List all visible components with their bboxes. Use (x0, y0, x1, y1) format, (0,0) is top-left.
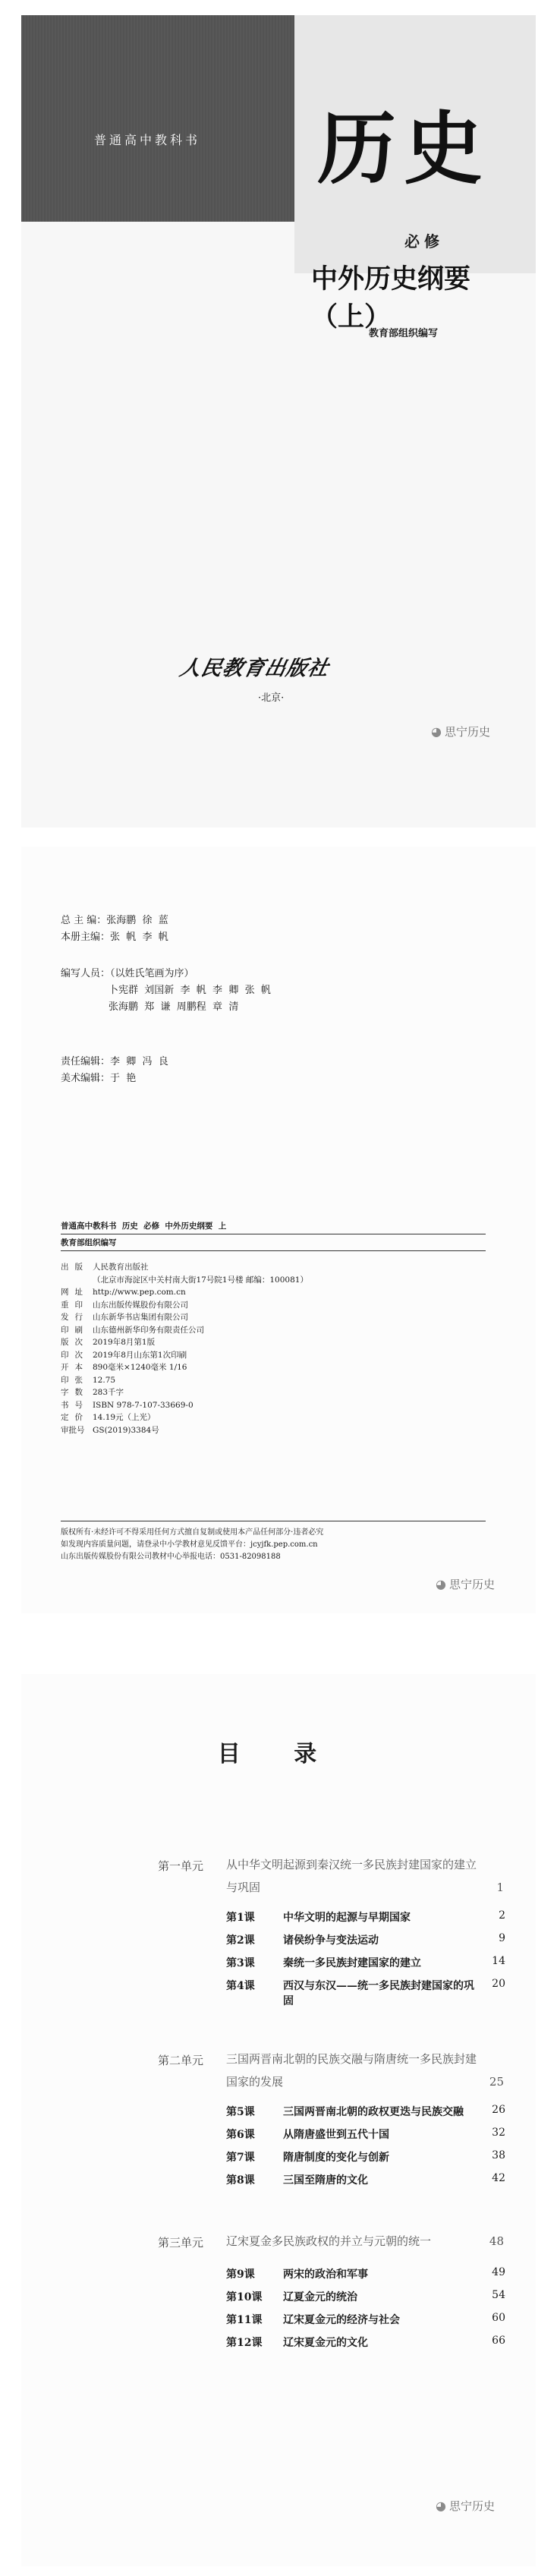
unit-title: 从中华文明起源到秦汉统一多民族封建国家的建立与巩固 (226, 1858, 477, 1894)
writers-line-1: 卜宪群 刘国新 李 帆 李 卿 张 帆 (109, 985, 271, 996)
unit-page: 48 (489, 2234, 504, 2248)
toc-lesson[interactable]: 第5课 三国两晋南北朝的政权更迭与民族交融 26 (226, 2104, 505, 2118)
imprint-block (61, 1261, 472, 1436)
watermark-text: 思宁历史 (448, 2499, 495, 2513)
copyright-notes (61, 1527, 323, 1563)
imprint-row: 字数 283千字 (61, 1388, 124, 1397)
book-subtitle: 中外历史纲要（上） (311, 263, 471, 333)
imprint-row: 印张 12.75 (61, 1375, 116, 1385)
toc-lesson[interactable]: 第10课 辽夏金元的统治 54 (226, 2289, 505, 2303)
toc-lesson[interactable]: 第9课 两宋的政治和军事 49 (226, 2266, 505, 2281)
toc-page (21, 1674, 536, 2566)
unit-title: 三国两晋南北朝的民族交融与隋唐统一多民族封建国家的发展 (226, 2052, 477, 2089)
imprint-row: 审批号 GS(2019)3384号 (61, 1425, 159, 1435)
responsible-editor: 责任编辑：李 卿 冯 良 (61, 1056, 168, 1067)
watermark (431, 724, 490, 739)
writers-label: 编写人员：（以姓氏笔画为序） (61, 968, 194, 979)
imprint-row: 重印 山东出版传媒股份有限公司 (61, 1300, 188, 1310)
wechat-icon: ◕ (431, 724, 442, 739)
toc-lesson[interactable]: 第2课 诸侯纷争与变法运动 9 (226, 1932, 505, 1947)
book-line: 普通高中教科书 历史 必修 中外历史纲要 上 (61, 1222, 227, 1231)
wechat-icon: ◕ (436, 2499, 446, 2513)
cover-page (21, 15, 536, 828)
required-label: 必修 (404, 232, 444, 251)
unit-label: 第三单元 (158, 2236, 204, 2250)
toc-lesson[interactable]: 第3课 秦统一多民族封建国家的建立 14 (226, 1955, 505, 1969)
watermark-text: 思宁历史 (448, 1578, 495, 1591)
wechat-icon: ◕ (436, 1577, 446, 1591)
imprint-row: 印次 2019年8月山东第1次印刷 (61, 1350, 187, 1360)
imprint-row: 版次 2019年8月第1版 (61, 1338, 156, 1347)
imprint-row: 出版 人民教育出版社 (61, 1263, 149, 1272)
series-label: 普通高中教科书 (94, 133, 201, 147)
org-line: 教育部组织编写 (61, 1238, 117, 1247)
unit-label: 第二单元 (158, 2054, 204, 2067)
unit-title: 辽宋夏金多民族政权的并立与元朝的统一 (226, 2234, 432, 2248)
unit-label: 第一单元 (158, 1859, 204, 1873)
imprint-row: （北京市海淀区中关村南大街17号院1号楼 邮编：100081） (93, 1275, 308, 1285)
imprint-row: 发行 山东新华书店集团有限公司 (61, 1313, 188, 1322)
divider (61, 1250, 486, 1251)
toc-lesson[interactable]: 第6课 从隋唐盛世到五代十国 32 (226, 2127, 505, 2141)
publisher-logo: 人民教育出版社 (178, 657, 332, 680)
writers-line-2: 张海鹏 郑 谦 周鹏程 章 清 (109, 1001, 239, 1013)
watermark (436, 2498, 495, 2514)
volume-editor: 本册主编：张 帆 李 帆 (61, 932, 168, 943)
note-line: 如发现内容质量问题，请登录中小学教材意见反馈平台：jcyjfk.pep.com.cn (61, 1540, 318, 1549)
editor-org: 教育部组织编写 (369, 328, 439, 339)
unit-page: 25 (489, 2075, 504, 2089)
chief-editor: 总 主 编：张海鹏 徐 蓝 (61, 915, 168, 926)
toc-heading: 目 录 (217, 1741, 340, 1767)
imprint-row: 网址 http://www.pep.com.cn (61, 1288, 186, 1297)
toc-lesson[interactable]: 第1课 中华文明的起源与早期国家 2 (226, 1909, 505, 1924)
imprint-row: 印刷 山东德州新华印务有限责任公司 (61, 1325, 204, 1335)
cover-gray-band (21, 15, 294, 222)
book-title: 历史 (317, 102, 491, 195)
toc-lesson[interactable]: 第8课 三国至隋唐的文化 42 (226, 2172, 505, 2187)
toc-lesson[interactable]: 第4课 西汉与东汉——统一多民族封建国家的巩固 20 (226, 1978, 505, 2007)
watermark-text: 思宁历史 (444, 725, 490, 739)
note-line: 版权所有·未经许可不得采用任何方式擅自复制或使用本产品任何部分·违者必究 (61, 1528, 324, 1537)
imprint-row: 定价 14.19元（上光） (61, 1413, 156, 1422)
watermark (436, 1577, 495, 1592)
unit-page: 1 (496, 1881, 504, 1894)
imprint-row: 开本 890毫米×1240毫米 1/16 (61, 1363, 187, 1372)
publisher-city: ·北京· (258, 692, 285, 704)
credits-page (21, 847, 536, 1613)
note-line: 山东出版传媒股份有限公司教材中心举报电话：0531-82098188 (61, 1553, 281, 1561)
toc-lesson[interactable]: 第11课 辽宋夏金元的经济与社会 60 (226, 2312, 505, 2326)
toc-lesson[interactable]: 第12课 辽宋夏金元的文化 66 (226, 2335, 505, 2349)
toc-lesson[interactable]: 第7课 隋唐制度的变化与创新 38 (226, 2149, 505, 2164)
art-editor: 美术编辑：于 艳 (61, 1073, 137, 1084)
imprint-row: 书号 ISBN 978-7-107-33669-0 (61, 1400, 194, 1410)
